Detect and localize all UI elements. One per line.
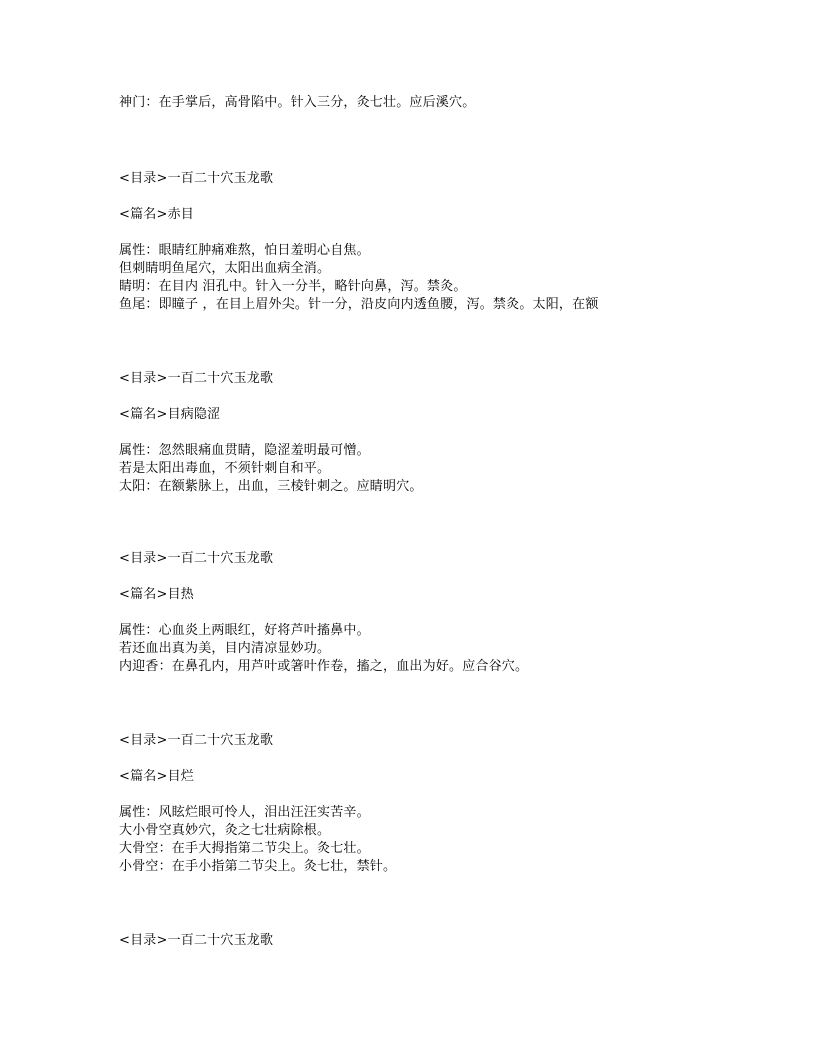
chapter-title: <篇名>赤目 [119,207,194,222]
text-line: 若还血出真为美，目内清凉显妙功。 [119,641,331,656]
text-line: 属性：风眩烂眼可怜人，泪出汪汪实苦辛。 [119,805,370,820]
text-line: 内迎香：在鼻孔内，用芦叶或箸叶作卷，搐之，血出为好。应合谷穴。 [119,659,529,674]
catalog-heading: <目录>一百二十穴玉龙歌 [119,733,274,748]
catalog-heading: <目录>一百二十穴玉龙歌 [119,371,274,386]
text-line: 但刺睛明鱼尾穴，太阳出血病全消。 [119,261,331,276]
text-line: 神门：在手掌后，高骨陷中。针入三分，灸七壮。应后溪穴。 [119,95,476,110]
text-line: 若是太阳出毒血，不须针刺自和平。 [119,461,331,476]
text-line: 属性：忽然眼痛血贯睛，隐涩羞明最可憎。 [119,443,370,458]
chapter-title: <篇名>目烂 [119,769,194,784]
catalog-heading: <目录>一百二十穴玉龙歌 [119,551,274,566]
text-line: 睛明：在目内 泪孔中。针入一分半，略针向鼻，泻。禁灸。 [119,279,467,294]
catalog-heading: <目录>一百二十穴玉龙歌 [119,171,274,186]
chapter-title: <篇名>目热 [119,587,194,602]
chapter-title: <篇名>目病隐涩 [119,407,221,422]
text-line: 大小骨空真妙穴，灸之七壮病除根。 [119,823,331,838]
text-line: 属性：心血炎上两眼红，好将芦叶搐鼻中。 [119,623,370,638]
catalog-heading: <目录>一百二十穴玉龙歌 [119,933,274,948]
text-line: 鱼尾：即瞳子 ，在目上眉外尖。针一分，沿皮向内透鱼腰，泻。禁灸。太阳，在额 [119,297,599,312]
text-line: 大骨空：在手大拇指第二节尖上。灸七壮。 [119,841,370,856]
text-line: 太阳：在额紫脉上，出血，三棱针刺之。应睛明穴。 [119,479,423,494]
text-line: 属性：眼睛红肿痛难熬，怕日羞明心自焦。 [119,243,370,258]
text-line: 小骨空：在手小指第二节尖上。灸七壮，禁针。 [119,859,397,874]
